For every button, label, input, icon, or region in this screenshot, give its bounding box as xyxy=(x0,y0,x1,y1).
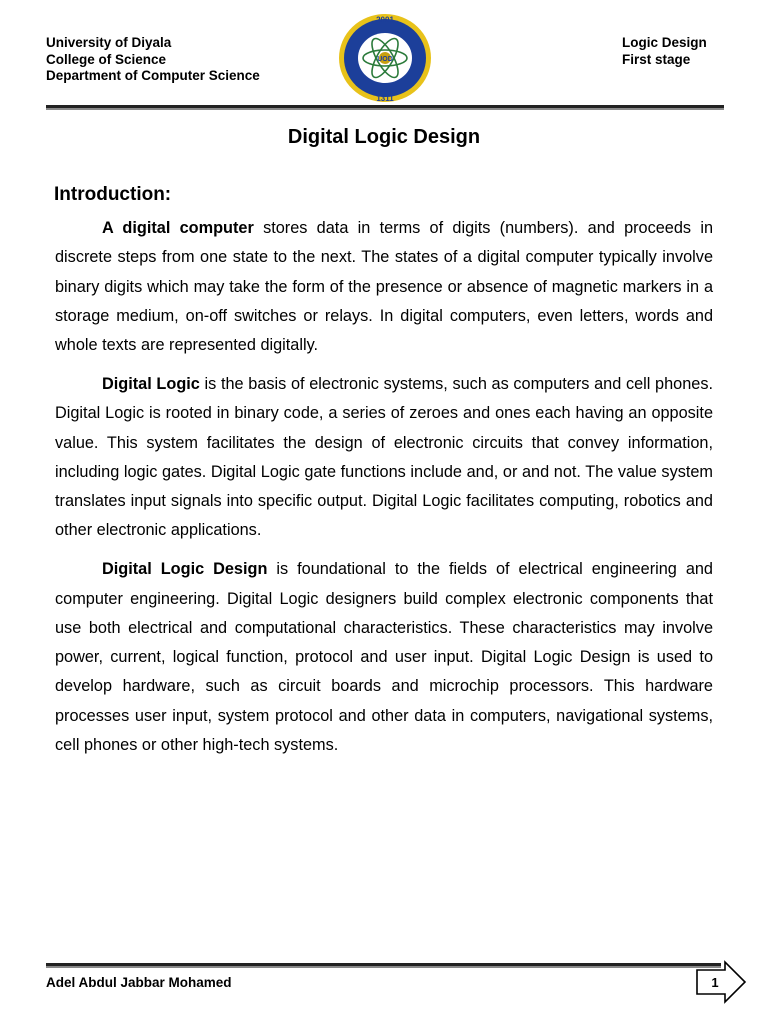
paragraph xyxy=(55,555,713,760)
paragraph-text: is the basis of electronic systems, such as computers and cell phones. Digital Logic is rooted in binary code, a series of zeroes and ones each having an opposite value. This system facilitates the design of electronic circuits that convey information, including logic gates. Digital Logic gate functions include and, or and not. The value system translates input signals into specific output. Digital Logic facilitates computing, robotics and other electronic applications. xyxy=(55,374,713,540)
seal-year-bottom: 1311 xyxy=(376,94,394,103)
university-name: University of Diyala xyxy=(46,35,172,50)
seal-center-text: UOD xyxy=(377,56,393,63)
paragraph-text: stores data in terms of digits (numbers). and proceeds in discrete steps from one state to the next. The states of a digital computer typically involve binary digits which may take the form of the presence or absence of magnetic markers in a storage medium, on-off switches or relays. In digital computers, even letters, words and whole texts are represented digitally. xyxy=(55,219,713,355)
seal-year-top: 2001 xyxy=(376,15,394,25)
college-name: College of Science xyxy=(46,51,167,67)
body-text xyxy=(55,214,713,770)
paragraph xyxy=(55,214,713,360)
paragraph-lead-term: Digital Logic xyxy=(102,374,200,393)
page-number: 1 xyxy=(711,975,719,990)
course-name: Logic Design xyxy=(622,35,707,50)
paragraph-lead-term: A digital computer xyxy=(102,219,254,237)
section-heading: Introduction: xyxy=(54,184,172,205)
paragraph-text: is foundational to the fields of electrical engineering and computer engineering. Digital Logic designers build complex electronic components that use both electrical and computational characteristics. These characteristics may involve power, current, logical function, protocol and user input. Digital Logic Design is used to develop hardware, such as circuit boards and microchip processors. This hardware processes user input, system protocol and other data in computers, navigational systems, cell phones or other high-tech systems. xyxy=(55,560,713,755)
header-course xyxy=(622,35,707,68)
footer-divider xyxy=(46,963,721,966)
header-divider xyxy=(46,105,724,108)
course-stage: First stage xyxy=(622,51,691,67)
footer-author: Adel Abdul Jabbar Mohamed xyxy=(46,975,232,990)
page-title: Digital Logic Design xyxy=(287,126,481,148)
paragraph-lead-term: Digital Logic Design xyxy=(102,560,268,579)
paragraph xyxy=(55,370,713,546)
university-seal-logo xyxy=(337,12,433,104)
header-institution xyxy=(46,35,260,85)
department-name: Department of Computer Science xyxy=(46,68,260,83)
